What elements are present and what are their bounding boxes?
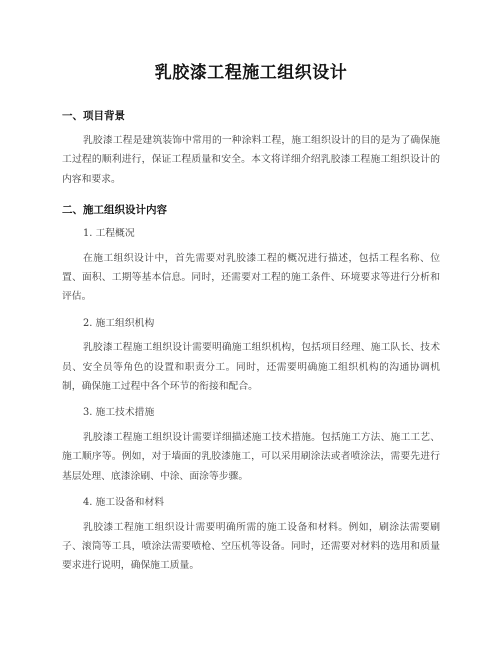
section-heading-design-content: 二、施工组织设计内容 xyxy=(62,204,167,217)
item-title-technical-measures: 3. 施工技术措施 xyxy=(83,407,155,419)
item-text-organization: 乳胶漆工程施工组织设计需要明确施工组织机构，包括项目经理、施工队长、技术员、安全员等角色的设置和职责分工。同时，还需要明确施工组织机构的沟通协调机制，确保施工过程中各个环节的衔接和配合。 xyxy=(62,342,440,393)
item-text-technical-measures: 乳胶漆工程施工组织设计需要详细描述施工技术措施。包括施工方法、施工工艺、施工顺序等。例如，对于墙面的乳胶漆施工，可以采用刷涂法或者喷涂法，需要先进行基层处理、底漆涂刷、中涂、面涂等步骤。 xyxy=(62,431,440,482)
item-title-organization: 2. 施工组织机构 xyxy=(83,317,155,329)
item-title-overview: 1. 工程概况 xyxy=(83,228,135,240)
item-text-equipment-materials: 乳胶漆工程施工组织设计需要明确所需的施工设备和材料。例如，刷涂法需要刷子、滚筒等工具，喷涂法需要喷枪、空压机等设备。同时，还需要对材料的选用和质量要求进行说明，确保施工质量。 xyxy=(62,521,440,572)
item-text-overview: 在施工组织设计中，首先需要对乳胶漆工程的概况进行描述，包括工程名称、位置、面积、工期等基本信息。同时，还需要对工程的施工条件、环境要求等进行分析和评估。 xyxy=(62,252,440,303)
section-heading-background: 一、项目背景 xyxy=(62,110,125,122)
paragraph-background: 乳胶漆工程是建筑装饰中常用的一种涂料工程，施工组织设计的目的是为了确保施工过程的顺利进行，保证工程质量和安全。本文将详细介绍乳胶漆工程施工组织设计的内容和要求。 xyxy=(62,135,440,185)
document-title: 乳胶漆工程施工组织设计 xyxy=(154,63,348,83)
document-page xyxy=(62,0,440,576)
item-title-equipment-materials: 4. 施工设备和材料 xyxy=(83,497,165,509)
